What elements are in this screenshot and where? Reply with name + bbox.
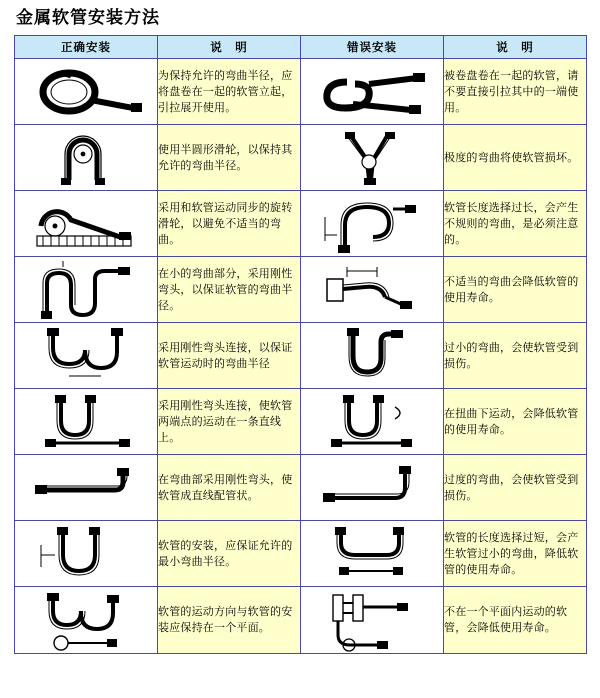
description-wrong: 极度的弯曲将使软管损坏。: [444, 125, 587, 191]
figure-cell-wrong: [301, 257, 444, 323]
description-correct: 采用刚性弯头连接，使软管两端点的运动在一条直线上。: [158, 389, 301, 455]
figure-cell-wrong: [301, 125, 444, 191]
rigid-bend-at-small-radius-section-icon: [15, 261, 157, 319]
hose-over-semicircular-pulley-icon: [15, 130, 157, 186]
description-wrong: 被卷盘卷在一起的软管，请不要直接引拉其中的一端使用。: [444, 59, 587, 125]
description-correct: 使用半圆形滑轮，以保持其允许的弯曲半径。: [158, 125, 301, 191]
figure-cell-correct: [15, 389, 158, 455]
description-wrong: 软管长度选择过长，会产生不规则的弯曲，是必须注意的。: [444, 191, 587, 257]
table-row: [15, 257, 587, 323]
hose-not-moving-in-one-plane-icon: [301, 587, 443, 653]
rigid-elbow-keeps-ends-in-line-icon: [15, 393, 157, 451]
figure-cell-correct: [15, 587, 158, 654]
description-wrong: 不适当的弯曲会降低软管的使用寿命。: [444, 257, 587, 323]
description-correct: 为保持允许的弯曲半径，应将盘卷在一起的软管立起，引拉展开使用。: [158, 59, 301, 125]
description-correct: 软管的运动方向与软管的安装应保持在一个平面。: [158, 587, 301, 654]
figure-cell-wrong: [301, 455, 444, 521]
description-correct: 采用和软管运动同步的旋转滑轮，以避免不适当的弯曲。: [158, 191, 301, 257]
description-wrong: 过度的弯曲，会使软管受到损伤。: [444, 455, 587, 521]
excess-hose-length-irregular-bend-icon: [301, 195, 443, 253]
rigid-elbow-connection-keeps-radius-icon: [15, 326, 157, 386]
table-body: [15, 59, 587, 654]
figure-cell-correct: [15, 257, 158, 323]
figure-cell-wrong: [301, 59, 444, 125]
too-short-hose-small-bend-radius-icon: [301, 525, 443, 583]
description-correct: 在弯曲部采用刚性弯头，使软管成直线配管状。: [158, 455, 301, 521]
table-row: [15, 587, 587, 654]
table-row: [15, 191, 587, 257]
coiled-hose-pulled-from-one-end-icon: [301, 64, 443, 120]
figure-cell-correct: [15, 59, 158, 125]
description-correct: 在小的弯曲部分，采用刚性弯头，以保证软管的弯曲半径。: [158, 257, 301, 323]
page-title: 金属软管安装方法: [16, 8, 160, 28]
figure-cell-wrong: [301, 521, 444, 587]
hose-moving-under-torsion-icon: [301, 393, 443, 451]
description-wrong: 不在一个平面内运动的软管，会降低使用寿命。: [444, 587, 587, 654]
header-correct-description: 说 明: [158, 36, 301, 59]
improper-bend-shortens-life-icon: [301, 261, 443, 319]
table-row: [15, 125, 587, 191]
table-row: [15, 389, 587, 455]
description-wrong: 过小的弯曲，会使软管受到损伤。: [444, 323, 587, 389]
figure-cell-wrong: [301, 587, 444, 654]
figure-cell-wrong: [301, 191, 444, 257]
table-row: [15, 323, 587, 389]
figure-cell-correct: [15, 191, 158, 257]
figure-cell-wrong: [301, 323, 444, 389]
header-wrong-description: 说 明: [444, 36, 587, 59]
table-header-row: [15, 36, 587, 59]
install-with-minimum-allowed-bend-radius-icon: [15, 525, 157, 583]
description-wrong: 软管的长度选择过短，会产生软管过小的弯曲，降低软管的使用寿命。: [444, 521, 587, 587]
rotating-pulley-synchronized-with-hose-icon: [15, 196, 157, 252]
coiled-hose-standing-upright-icon: [15, 64, 157, 120]
table-row: [15, 59, 587, 125]
header-correct-install: 正确安装: [15, 36, 158, 59]
too-small-bend-radius-damage-icon: [301, 326, 443, 386]
figure-cell-correct: [15, 323, 158, 389]
hose-bent-sharply-at-pulley-icon: [301, 130, 443, 186]
description-correct: 软管的安装，应保证允许的最小弯曲半径。: [158, 521, 301, 587]
figure-cell-correct: [15, 455, 158, 521]
figure-cell-wrong: [301, 389, 444, 455]
table-row: [15, 455, 587, 521]
motion-direction-same-plane-as-installation-icon: [15, 587, 157, 653]
straight-piping-with-rigid-elbow-icon: [15, 462, 157, 514]
description-wrong: 在扭曲下运动，会降低软管的使用寿命。: [444, 389, 587, 455]
hose-installation-table: [14, 35, 587, 654]
description-correct: 采用刚性弯头连接，以保证软管运动时的弯曲半径: [158, 323, 301, 389]
header-wrong-install: 错误安装: [301, 36, 444, 59]
over-bending-damages-hose-icon: [301, 462, 443, 514]
table-header: [15, 36, 587, 59]
figure-cell-correct: [15, 125, 158, 191]
figure-cell-correct: [15, 521, 158, 587]
table-row: [15, 521, 587, 587]
